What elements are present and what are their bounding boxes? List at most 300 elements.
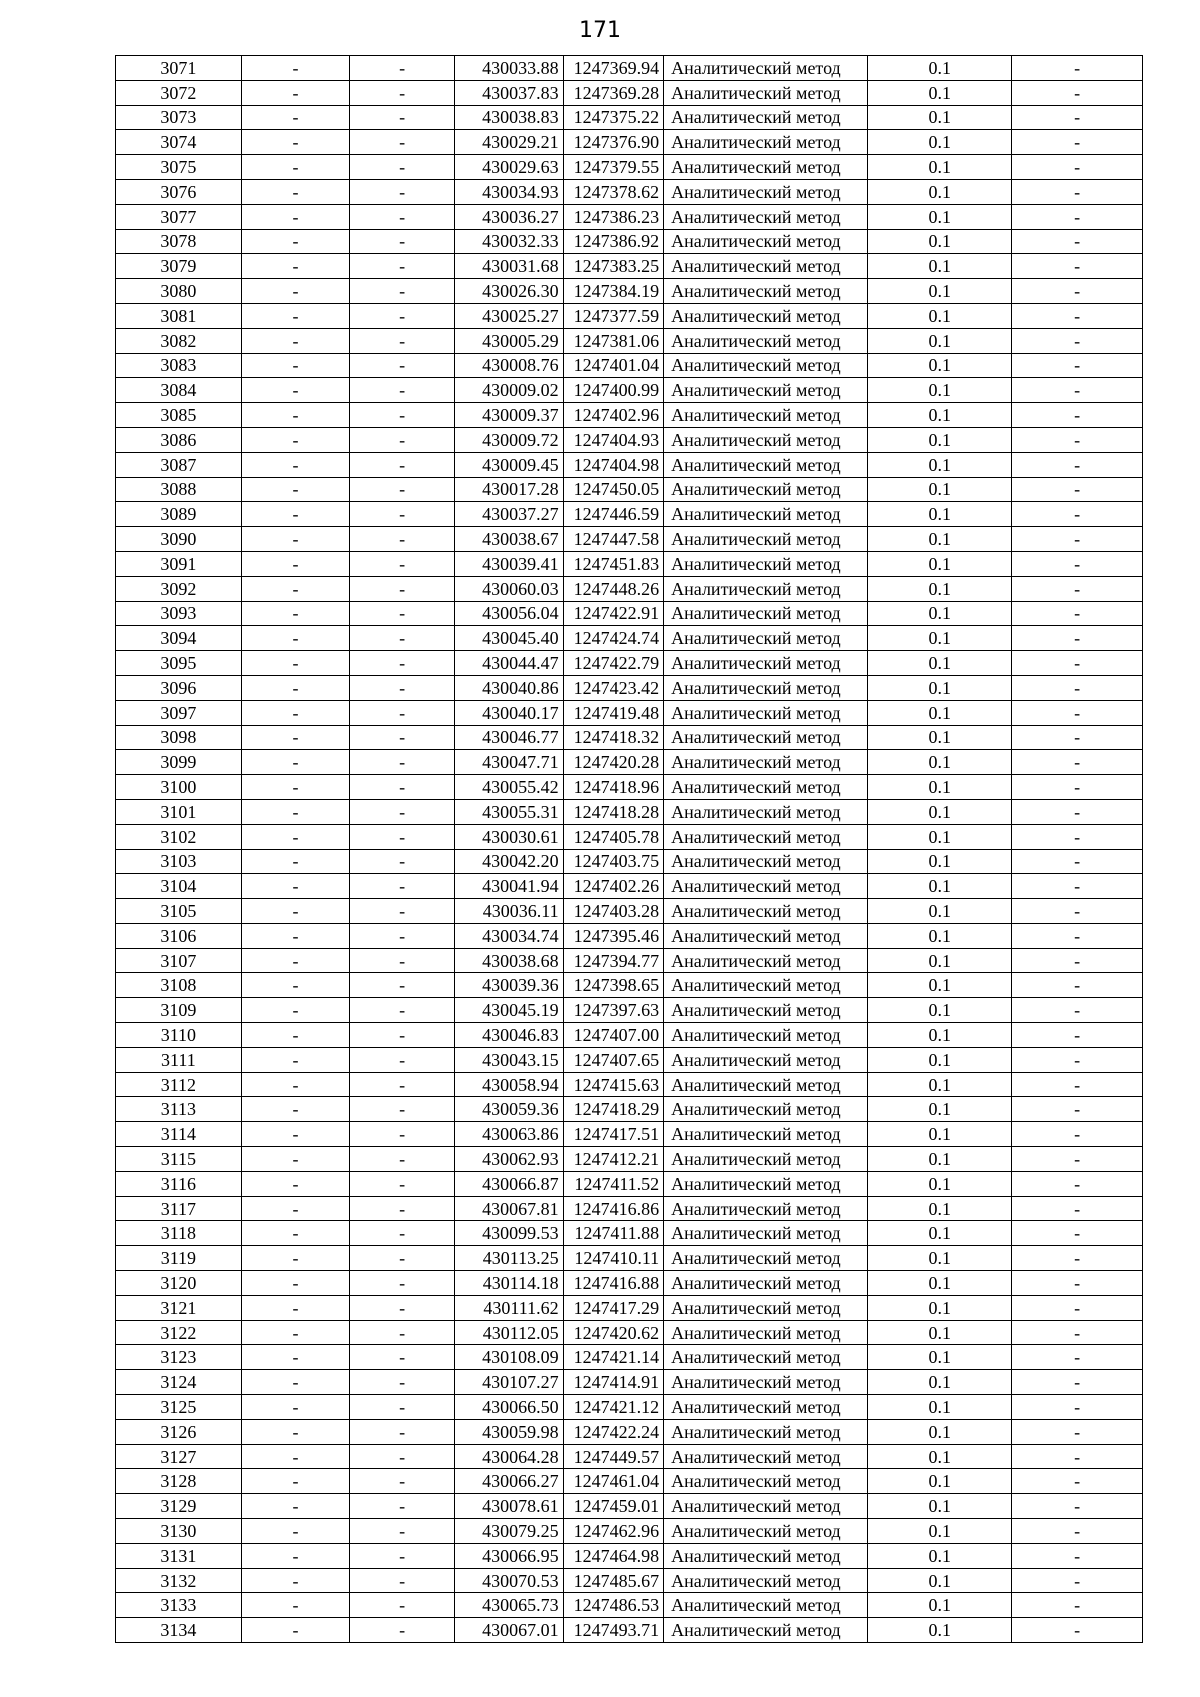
table-row <box>116 1370 1143 1395</box>
x-coordinate-cell: 430009.02 <box>454 378 563 403</box>
dash-cell: - <box>350 1419 455 1444</box>
method-cell: Аналитический метод <box>664 427 868 452</box>
note-cell: - <box>1012 1345 1143 1370</box>
dash-cell: - <box>350 1395 455 1420</box>
method-cell: Аналитический метод <box>664 1593 868 1618</box>
dash-cell: - <box>241 1618 350 1643</box>
dash-cell: - <box>350 1097 455 1122</box>
dash-cell: - <box>350 849 455 874</box>
dash-cell: - <box>350 1494 455 1519</box>
accuracy-cell: 0.1 <box>868 750 1012 775</box>
point-number-cell: 3125 <box>116 1395 242 1420</box>
note-cell: - <box>1012 1444 1143 1469</box>
x-coordinate-cell: 430009.45 <box>454 452 563 477</box>
point-number-cell: 3085 <box>116 403 242 428</box>
y-coordinate-cell: 1247383.25 <box>563 254 664 279</box>
point-number-cell: 3102 <box>116 824 242 849</box>
x-coordinate-cell: 430026.30 <box>454 279 563 304</box>
y-coordinate-cell: 1247378.62 <box>563 179 664 204</box>
dash-cell: - <box>241 204 350 229</box>
dash-cell: - <box>350 130 455 155</box>
method-cell: Аналитический метод <box>664 1370 868 1395</box>
accuracy-cell: 0.1 <box>868 303 1012 328</box>
note-cell: - <box>1012 998 1143 1023</box>
note-cell: - <box>1012 1221 1143 1246</box>
x-coordinate-cell: 430113.25 <box>454 1246 563 1271</box>
x-coordinate-cell: 430030.61 <box>454 824 563 849</box>
note-cell: - <box>1012 1023 1143 1048</box>
note-cell: - <box>1012 1147 1143 1172</box>
x-coordinate-cell: 430060.03 <box>454 576 563 601</box>
point-number-cell: 3083 <box>116 353 242 378</box>
x-coordinate-cell: 430112.05 <box>454 1320 563 1345</box>
dash-cell: - <box>241 229 350 254</box>
method-cell: Аналитический метод <box>664 1246 868 1271</box>
dash-cell: - <box>350 179 455 204</box>
accuracy-cell: 0.1 <box>868 601 1012 626</box>
point-number-cell: 3127 <box>116 1444 242 1469</box>
point-number-cell: 3082 <box>116 328 242 353</box>
method-cell: Аналитический метод <box>664 254 868 279</box>
y-coordinate-cell: 1247412.21 <box>563 1147 664 1172</box>
note-cell: - <box>1012 527 1143 552</box>
accuracy-cell: 0.1 <box>868 998 1012 1023</box>
table-row <box>116 1618 1143 1643</box>
note-cell: - <box>1012 651 1143 676</box>
method-cell: Аналитический метод <box>664 601 868 626</box>
table-row <box>116 675 1143 700</box>
point-number-cell: 3074 <box>116 130 242 155</box>
note-cell: - <box>1012 1543 1143 1568</box>
point-number-cell: 3104 <box>116 874 242 899</box>
point-number-cell: 3095 <box>116 651 242 676</box>
accuracy-cell: 0.1 <box>868 1221 1012 1246</box>
x-coordinate-cell: 430017.28 <box>454 477 563 502</box>
dash-cell: - <box>350 1618 455 1643</box>
x-coordinate-cell: 430039.41 <box>454 551 563 576</box>
dash-cell: - <box>241 1023 350 1048</box>
x-coordinate-cell: 430040.86 <box>454 675 563 700</box>
point-number-cell: 3106 <box>116 923 242 948</box>
point-number-cell: 3103 <box>116 849 242 874</box>
note-cell: - <box>1012 1568 1143 1593</box>
y-coordinate-cell: 1247369.28 <box>563 80 664 105</box>
dash-cell: - <box>350 254 455 279</box>
dash-cell: - <box>350 328 455 353</box>
note-cell: - <box>1012 80 1143 105</box>
y-coordinate-cell: 1247420.62 <box>563 1320 664 1345</box>
method-cell: Аналитический метод <box>664 1543 868 1568</box>
accuracy-cell: 0.1 <box>868 576 1012 601</box>
dash-cell: - <box>241 1370 350 1395</box>
dash-cell: - <box>241 849 350 874</box>
note-cell: - <box>1012 1072 1143 1097</box>
accuracy-cell: 0.1 <box>868 1097 1012 1122</box>
accuracy-cell: 0.1 <box>868 56 1012 81</box>
x-coordinate-cell: 430078.61 <box>454 1494 563 1519</box>
x-coordinate-cell: 430039.36 <box>454 973 563 998</box>
dash-cell: - <box>241 527 350 552</box>
accuracy-cell: 0.1 <box>868 105 1012 130</box>
table-row <box>116 700 1143 725</box>
dash-cell: - <box>241 1196 350 1221</box>
accuracy-cell: 0.1 <box>868 923 1012 948</box>
dash-cell: - <box>241 1543 350 1568</box>
table-row <box>116 279 1143 304</box>
accuracy-cell: 0.1 <box>868 179 1012 204</box>
table-row <box>116 1320 1143 1345</box>
y-coordinate-cell: 1247422.91 <box>563 601 664 626</box>
accuracy-cell: 0.1 <box>868 1122 1012 1147</box>
note-cell: - <box>1012 626 1143 651</box>
y-coordinate-cell: 1247384.19 <box>563 279 664 304</box>
note-cell: - <box>1012 56 1143 81</box>
y-coordinate-cell: 1247418.96 <box>563 775 664 800</box>
method-cell: Аналитический метод <box>664 1444 868 1469</box>
method-cell: Аналитический метод <box>664 229 868 254</box>
y-coordinate-cell: 1247401.04 <box>563 353 664 378</box>
table-row <box>116 1543 1143 1568</box>
dash-cell: - <box>241 403 350 428</box>
dash-cell: - <box>350 626 455 651</box>
dash-cell: - <box>350 1023 455 1048</box>
method-cell: Аналитический метод <box>664 700 868 725</box>
point-number-cell: 3093 <box>116 601 242 626</box>
dash-cell: - <box>350 353 455 378</box>
dash-cell: - <box>241 998 350 1023</box>
dash-cell: - <box>241 328 350 353</box>
dash-cell: - <box>350 1568 455 1593</box>
table-row <box>116 1568 1143 1593</box>
table-row <box>116 551 1143 576</box>
dash-cell: - <box>350 303 455 328</box>
x-coordinate-cell: 430031.68 <box>454 254 563 279</box>
y-coordinate-cell: 1247450.05 <box>563 477 664 502</box>
method-cell: Аналитический метод <box>664 1171 868 1196</box>
y-coordinate-cell: 1247415.63 <box>563 1072 664 1097</box>
note-cell: - <box>1012 279 1143 304</box>
point-number-cell: 3129 <box>116 1494 242 1519</box>
method-cell: Аналитический метод <box>664 1097 868 1122</box>
table-row <box>116 1519 1143 1544</box>
dash-cell: - <box>350 1444 455 1469</box>
x-coordinate-cell: 430042.20 <box>454 849 563 874</box>
table-row <box>116 874 1143 899</box>
dash-cell: - <box>350 1345 455 1370</box>
note-cell: - <box>1012 1271 1143 1296</box>
method-cell: Аналитический метод <box>664 1072 868 1097</box>
y-coordinate-cell: 1247448.26 <box>563 576 664 601</box>
method-cell: Аналитический метод <box>664 130 868 155</box>
accuracy-cell: 0.1 <box>868 80 1012 105</box>
point-number-cell: 3094 <box>116 626 242 651</box>
method-cell: Аналитический метод <box>664 1419 868 1444</box>
x-coordinate-cell: 430037.83 <box>454 80 563 105</box>
dash-cell: - <box>241 1469 350 1494</box>
accuracy-cell: 0.1 <box>868 849 1012 874</box>
note-cell: - <box>1012 378 1143 403</box>
note-cell: - <box>1012 799 1143 824</box>
table-row <box>116 849 1143 874</box>
dash-cell: - <box>350 56 455 81</box>
accuracy-cell: 0.1 <box>868 700 1012 725</box>
accuracy-cell: 0.1 <box>868 502 1012 527</box>
dash-cell: - <box>241 923 350 948</box>
dash-cell: - <box>350 1370 455 1395</box>
dash-cell: - <box>241 824 350 849</box>
method-cell: Аналитический метод <box>664 1469 868 1494</box>
accuracy-cell: 0.1 <box>868 1419 1012 1444</box>
table-row <box>116 477 1143 502</box>
method-cell: Аналитический метод <box>664 1395 868 1420</box>
dash-cell: - <box>241 155 350 180</box>
accuracy-cell: 0.1 <box>868 155 1012 180</box>
table-row <box>116 948 1143 973</box>
dash-cell: - <box>241 576 350 601</box>
table-row <box>116 254 1143 279</box>
method-cell: Аналитический метод <box>664 452 868 477</box>
x-coordinate-cell: 430008.76 <box>454 353 563 378</box>
note-cell: - <box>1012 1395 1143 1420</box>
table-row <box>116 923 1143 948</box>
x-coordinate-cell: 430043.15 <box>454 1047 563 1072</box>
note-cell: - <box>1012 1097 1143 1122</box>
x-coordinate-cell: 430032.33 <box>454 229 563 254</box>
note-cell: - <box>1012 750 1143 775</box>
point-number-cell: 3071 <box>116 56 242 81</box>
method-cell: Аналитический метод <box>664 502 868 527</box>
dash-cell: - <box>241 303 350 328</box>
point-number-cell: 3108 <box>116 973 242 998</box>
accuracy-cell: 0.1 <box>868 725 1012 750</box>
y-coordinate-cell: 1247377.59 <box>563 303 664 328</box>
point-number-cell: 3077 <box>116 204 242 229</box>
dash-cell: - <box>241 551 350 576</box>
x-coordinate-cell: 430044.47 <box>454 651 563 676</box>
point-number-cell: 3091 <box>116 551 242 576</box>
x-coordinate-cell: 430045.19 <box>454 998 563 1023</box>
dash-cell: - <box>241 899 350 924</box>
dash-cell: - <box>350 675 455 700</box>
note-cell: - <box>1012 229 1143 254</box>
dash-cell: - <box>350 1593 455 1618</box>
method-cell: Аналитический метод <box>664 874 868 899</box>
x-coordinate-cell: 430066.95 <box>454 1543 563 1568</box>
note-cell: - <box>1012 1494 1143 1519</box>
dash-cell: - <box>241 477 350 502</box>
dash-cell: - <box>241 1097 350 1122</box>
x-coordinate-cell: 430047.71 <box>454 750 563 775</box>
point-number-cell: 3116 <box>116 1171 242 1196</box>
table-row <box>116 179 1143 204</box>
dash-cell: - <box>350 403 455 428</box>
x-coordinate-cell: 430058.94 <box>454 1072 563 1097</box>
point-number-cell: 3087 <box>116 452 242 477</box>
table-row <box>116 1494 1143 1519</box>
note-cell: - <box>1012 130 1143 155</box>
table-row <box>116 427 1143 452</box>
y-coordinate-cell: 1247403.75 <box>563 849 664 874</box>
y-coordinate-cell: 1247417.29 <box>563 1295 664 1320</box>
method-cell: Аналитический метод <box>664 527 868 552</box>
x-coordinate-cell: 430099.53 <box>454 1221 563 1246</box>
method-cell: Аналитический метод <box>664 899 868 924</box>
y-coordinate-cell: 1247386.23 <box>563 204 664 229</box>
table-row <box>116 1097 1143 1122</box>
y-coordinate-cell: 1247407.00 <box>563 1023 664 1048</box>
note-cell: - <box>1012 551 1143 576</box>
table-row <box>116 576 1143 601</box>
x-coordinate-cell: 430036.27 <box>454 204 563 229</box>
note-cell: - <box>1012 1171 1143 1196</box>
method-cell: Аналитический метод <box>664 626 868 651</box>
dash-cell: - <box>241 626 350 651</box>
point-number-cell: 3081 <box>116 303 242 328</box>
y-coordinate-cell: 1247420.28 <box>563 750 664 775</box>
dash-cell: - <box>350 973 455 998</box>
method-cell: Аналитический метод <box>664 750 868 775</box>
method-cell: Аналитический метод <box>664 279 868 304</box>
accuracy-cell: 0.1 <box>868 1147 1012 1172</box>
dash-cell: - <box>350 1246 455 1271</box>
y-coordinate-cell: 1247462.96 <box>563 1519 664 1544</box>
accuracy-cell: 0.1 <box>868 1568 1012 1593</box>
note-cell: - <box>1012 1419 1143 1444</box>
x-coordinate-cell: 430056.04 <box>454 601 563 626</box>
table-row <box>116 1196 1143 1221</box>
dash-cell: - <box>241 279 350 304</box>
table-row <box>116 601 1143 626</box>
method-cell: Аналитический метод <box>664 1221 868 1246</box>
accuracy-cell: 0.1 <box>868 1519 1012 1544</box>
x-coordinate-cell: 430079.25 <box>454 1519 563 1544</box>
y-coordinate-cell: 1247405.78 <box>563 824 664 849</box>
dash-cell: - <box>350 502 455 527</box>
point-number-cell: 3088 <box>116 477 242 502</box>
table-row <box>116 403 1143 428</box>
accuracy-cell: 0.1 <box>868 1246 1012 1271</box>
table-row <box>116 303 1143 328</box>
dash-cell: - <box>241 1221 350 1246</box>
point-number-cell: 3098 <box>116 725 242 750</box>
x-coordinate-cell: 430009.72 <box>454 427 563 452</box>
table-row <box>116 502 1143 527</box>
point-number-cell: 3075 <box>116 155 242 180</box>
accuracy-cell: 0.1 <box>868 1395 1012 1420</box>
x-coordinate-cell: 430036.11 <box>454 899 563 924</box>
table-row <box>116 626 1143 651</box>
dash-cell: - <box>241 1171 350 1196</box>
dash-cell: - <box>350 1171 455 1196</box>
dash-cell: - <box>350 1469 455 1494</box>
x-coordinate-cell: 430046.83 <box>454 1023 563 1048</box>
method-cell: Аналитический метод <box>664 1494 868 1519</box>
note-cell: - <box>1012 700 1143 725</box>
x-coordinate-cell: 430107.27 <box>454 1370 563 1395</box>
dash-cell: - <box>350 750 455 775</box>
dash-cell: - <box>241 750 350 775</box>
accuracy-cell: 0.1 <box>868 1271 1012 1296</box>
x-coordinate-cell: 430034.93 <box>454 179 563 204</box>
point-number-cell: 3101 <box>116 799 242 824</box>
dash-cell: - <box>241 179 350 204</box>
x-coordinate-cell: 430038.83 <box>454 105 563 130</box>
x-coordinate-cell: 430034.74 <box>454 923 563 948</box>
dash-cell: - <box>241 948 350 973</box>
dash-cell: - <box>350 799 455 824</box>
table-row <box>116 1047 1143 1072</box>
y-coordinate-cell: 1247459.01 <box>563 1494 664 1519</box>
table-row <box>116 56 1143 81</box>
point-number-cell: 3126 <box>116 1419 242 1444</box>
y-coordinate-cell: 1247402.26 <box>563 874 664 899</box>
note-cell: - <box>1012 1122 1143 1147</box>
accuracy-cell: 0.1 <box>868 775 1012 800</box>
dash-cell: - <box>350 279 455 304</box>
point-number-cell: 3080 <box>116 279 242 304</box>
note-cell: - <box>1012 1593 1143 1618</box>
method-cell: Аналитический метод <box>664 998 868 1023</box>
accuracy-cell: 0.1 <box>868 1023 1012 1048</box>
method-cell: Аналитический метод <box>664 328 868 353</box>
y-coordinate-cell: 1247386.92 <box>563 229 664 254</box>
accuracy-cell: 0.1 <box>868 1618 1012 1643</box>
table-row <box>116 105 1143 130</box>
point-number-cell: 3122 <box>116 1320 242 1345</box>
method-cell: Аналитический метод <box>664 105 868 130</box>
point-number-cell: 3090 <box>116 527 242 552</box>
dash-cell: - <box>350 601 455 626</box>
accuracy-cell: 0.1 <box>868 527 1012 552</box>
method-cell: Аналитический метод <box>664 775 868 800</box>
dash-cell: - <box>241 1271 350 1296</box>
x-coordinate-cell: 430064.28 <box>454 1444 563 1469</box>
method-cell: Аналитический метод <box>664 80 868 105</box>
x-coordinate-cell: 430067.81 <box>454 1196 563 1221</box>
note-cell: - <box>1012 1196 1143 1221</box>
note-cell: - <box>1012 725 1143 750</box>
table-row <box>116 1395 1143 1420</box>
point-number-cell: 3105 <box>116 899 242 924</box>
y-coordinate-cell: 1247400.99 <box>563 378 664 403</box>
method-cell: Аналитический метод <box>664 1196 868 1221</box>
dash-cell: - <box>241 700 350 725</box>
accuracy-cell: 0.1 <box>868 1171 1012 1196</box>
accuracy-cell: 0.1 <box>868 1345 1012 1370</box>
dash-cell: - <box>350 105 455 130</box>
table-row <box>116 973 1143 998</box>
x-coordinate-cell: 430038.68 <box>454 948 563 973</box>
y-coordinate-cell: 1247418.32 <box>563 725 664 750</box>
dash-cell: - <box>241 56 350 81</box>
x-coordinate-cell: 430040.17 <box>454 700 563 725</box>
note-cell: - <box>1012 303 1143 328</box>
note-cell: - <box>1012 477 1143 502</box>
dash-cell: - <box>241 973 350 998</box>
point-number-cell: 3076 <box>116 179 242 204</box>
y-coordinate-cell: 1247424.74 <box>563 626 664 651</box>
method-cell: Аналитический метод <box>664 675 868 700</box>
dash-cell: - <box>350 551 455 576</box>
note-cell: - <box>1012 1618 1143 1643</box>
dash-cell: - <box>350 527 455 552</box>
accuracy-cell: 0.1 <box>868 1593 1012 1618</box>
x-coordinate-cell: 430029.63 <box>454 155 563 180</box>
dash-cell: - <box>241 1593 350 1618</box>
x-coordinate-cell: 430038.67 <box>454 527 563 552</box>
dash-cell: - <box>350 651 455 676</box>
accuracy-cell: 0.1 <box>868 378 1012 403</box>
